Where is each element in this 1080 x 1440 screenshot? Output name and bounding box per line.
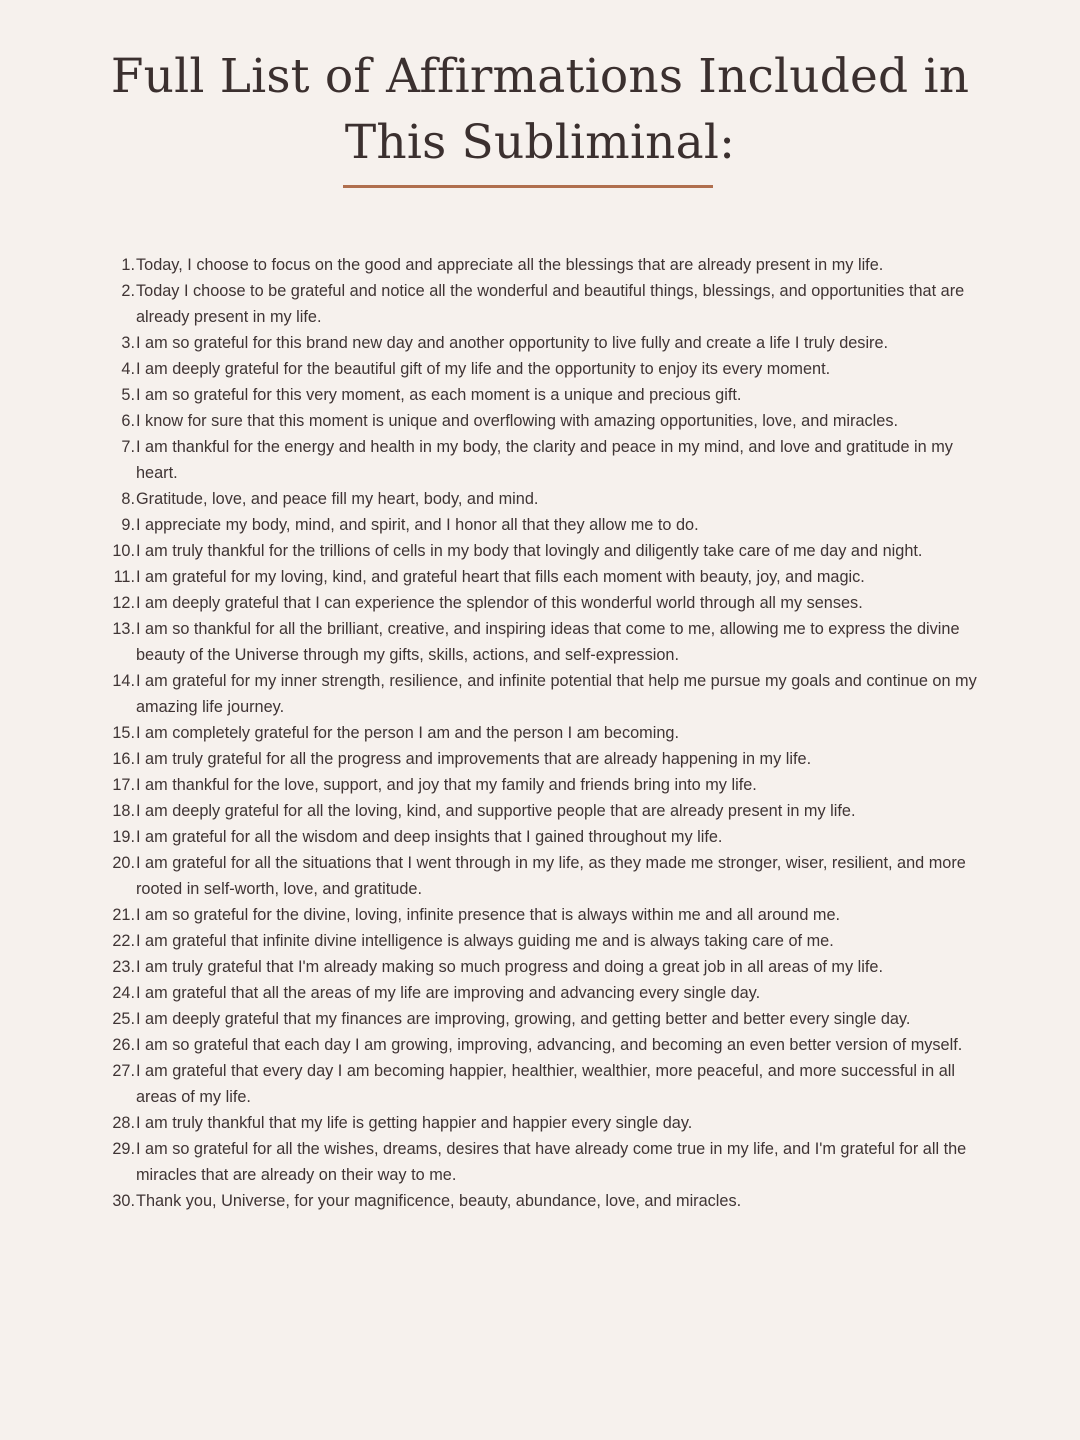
affirmation-text: I am so grateful for this very moment, as each moment is a unique and precious gift. xyxy=(136,386,742,404)
affirmation-number: 30. xyxy=(112,1192,135,1210)
affirmation-number: 14. xyxy=(112,672,135,690)
affirmation-text: I am truly thankful for the trillions of cells in my body that lovingly and diligently take care of me day and night. xyxy=(136,542,923,560)
affirmation-text: I am so grateful that each day I am growing, improving, advancing, and becoming an even better version of myself. xyxy=(136,1036,963,1054)
affirmation-item xyxy=(100,1032,985,1058)
affirmation-text: I am thankful for the love, support, and joy that my family and friends bring into my life. xyxy=(136,776,757,794)
affirmation-item xyxy=(100,356,985,382)
affirmation-item xyxy=(100,1136,985,1188)
affirmation-text: I appreciate my body, mind, and spirit, and I honor all that they allow me to do. xyxy=(136,516,699,534)
page-title: Full List of Affirmations Included in This Subliminal: xyxy=(110,49,970,170)
affirmation-item xyxy=(100,746,985,772)
affirmation-text: I am so thankful for all the brilliant, creative, and inspiring ideas that come to me, allowing me to express the divine beauty of the Universe through my gifts, skills, actions, and self-expression. xyxy=(136,620,960,664)
affirmation-number: 17. xyxy=(112,776,135,794)
affirmation-text: Thank you, Universe, for your magnificence, beauty, abundance, love, and miracles. xyxy=(136,1192,742,1210)
affirmation-number: 23. xyxy=(112,958,135,976)
affirmation-number: 3. xyxy=(121,334,135,352)
affirmation-text: Gratitude, love, and peace fill my heart, body, and mind. xyxy=(136,490,539,508)
affirmation-item xyxy=(100,954,985,980)
affirmation-text: Today, I choose to focus on the good and appreciate all the blessings that are already present in my life. xyxy=(136,256,884,274)
affirmation-number: 25. xyxy=(112,1010,135,1028)
affirmation-item xyxy=(100,330,985,356)
affirmation-number: 5. xyxy=(121,386,135,404)
affirmation-item xyxy=(100,512,985,538)
affirmation-text: I am completely grateful for the person I am and the person I am becoming. xyxy=(136,724,679,742)
affirmation-item xyxy=(100,616,985,668)
affirmation-number: 22. xyxy=(112,932,135,950)
affirmation-item xyxy=(100,278,985,330)
affirmation-item xyxy=(100,1058,985,1110)
affirmation-number: 9. xyxy=(121,516,135,534)
affirmation-text: I am grateful for all the situations that I went through in my life, as they made me stronger, wiser, resilient, and more rooted in self-worth, love, and gratitude. xyxy=(136,854,966,898)
affirmation-item xyxy=(100,382,985,408)
affirmation-text: I am grateful that every day I am becoming happier, healthier, wealthier, more peaceful, and more successful in all areas of my life. xyxy=(136,1062,956,1106)
affirmation-text: Today I choose to be grateful and notice all the wonderful and beautiful things, blessings, and opportunities that are already present in my life. xyxy=(136,282,965,326)
affirmation-number: 4. xyxy=(121,360,135,378)
affirmation-text: I am grateful for my loving, kind, and grateful heart that fills each moment with beauty, joy, and magic. xyxy=(136,568,865,586)
affirmation-item xyxy=(100,798,985,824)
affirmation-number: 24. xyxy=(112,984,135,1002)
affirmation-number: 6. xyxy=(121,412,135,430)
affirmation-item xyxy=(100,1006,985,1032)
affirmation-text: I am deeply grateful that my finances are improving, growing, and getting better and better every single day. xyxy=(136,1010,911,1028)
affirmation-text: I am truly thankful that my life is getting happier and happier every single day. xyxy=(136,1114,693,1132)
affirmation-item xyxy=(100,902,985,928)
affirmation-text: I am grateful for my inner strength, resilience, and infinite potential that help me pursue my goals and continue on my amazing life journey. xyxy=(136,672,977,716)
affirmation-item xyxy=(100,538,985,564)
affirmation-list xyxy=(100,252,985,1214)
affirmation-text: I am grateful that all the areas of my life are improving and advancing every single day. xyxy=(136,984,761,1002)
affirmation-number: 29. xyxy=(112,1140,135,1158)
affirmation-number: 8. xyxy=(121,490,135,508)
affirmation-item xyxy=(100,252,985,278)
affirmation-number: 16. xyxy=(112,750,135,768)
affirmation-item xyxy=(100,486,985,512)
affirmation-item xyxy=(100,1188,985,1214)
affirmation-text: I am deeply grateful for the beautiful gift of my life and the opportunity to enjoy its every moment. xyxy=(136,360,831,378)
affirmation-item xyxy=(100,928,985,954)
affirmation-text: I am so grateful for this brand new day and another opportunity to live fully and create a life I truly desire. xyxy=(136,334,889,352)
affirmation-item xyxy=(100,434,985,486)
affirmation-number: 28. xyxy=(112,1114,135,1132)
title-divider xyxy=(343,185,713,188)
affirmation-item xyxy=(100,980,985,1006)
affirmation-number: 11. xyxy=(113,568,135,586)
affirmation-number: 2. xyxy=(121,282,135,300)
affirmation-text: I know for sure that this moment is unique and overflowing with amazing opportunities, love, and miracles. xyxy=(136,412,898,430)
affirmation-text: I am truly grateful for all the progress and improvements that are already happening in my life. xyxy=(136,750,812,768)
affirmation-number: 18. xyxy=(112,802,135,820)
affirmation-item xyxy=(100,668,985,720)
affirmation-number: 13. xyxy=(112,620,135,638)
affirmation-number: 12. xyxy=(112,594,135,612)
affirmation-number: 26. xyxy=(112,1036,135,1054)
affirmation-text: I am so grateful for the divine, loving, infinite presence that is always within me and all around me. xyxy=(136,906,841,924)
affirmation-text: I am so grateful for all the wishes, dreams, desires that have already come true in my life, and I'm grateful for all the miracles that are already on their way to me. xyxy=(136,1140,967,1184)
affirmation-item xyxy=(100,772,985,798)
affirmation-item xyxy=(100,824,985,850)
affirmation-number: 10. xyxy=(112,542,135,560)
affirmation-text: I am thankful for the energy and health in my body, the clarity and peace in my mind, and love and gratitude in my heart. xyxy=(136,438,953,482)
affirmation-number: 15. xyxy=(112,724,135,742)
affirmation-text: I am grateful for all the wisdom and deep insights that I gained throughout my life. xyxy=(136,828,723,846)
affirmation-text: I am truly grateful that I'm already making so much progress and doing a great job in all areas of my life. xyxy=(136,958,883,976)
affirmation-item xyxy=(100,408,985,434)
affirmation-item xyxy=(100,1110,985,1136)
affirmation-number: 19. xyxy=(112,828,135,846)
affirmation-text: I am deeply grateful that I can experience the splendor of this wonderful world through all my senses. xyxy=(136,594,863,612)
affirmation-item xyxy=(100,720,985,746)
affirmation-item xyxy=(100,590,985,616)
affirmation-number: 20. xyxy=(112,854,135,872)
affirmation-item xyxy=(100,564,985,590)
affirmation-text: I am deeply grateful for all the loving, kind, and supportive people that are already present in my life. xyxy=(136,802,856,820)
affirmation-number: 1. xyxy=(121,256,135,274)
affirmation-item xyxy=(100,850,985,902)
affirmation-number: 21. xyxy=(112,906,135,924)
affirmation-text: I am grateful that infinite divine intelligence is always guiding me and is always taking care of me. xyxy=(136,932,834,950)
affirmation-number: 7. xyxy=(121,438,135,456)
affirmation-number: 27. xyxy=(112,1062,135,1080)
